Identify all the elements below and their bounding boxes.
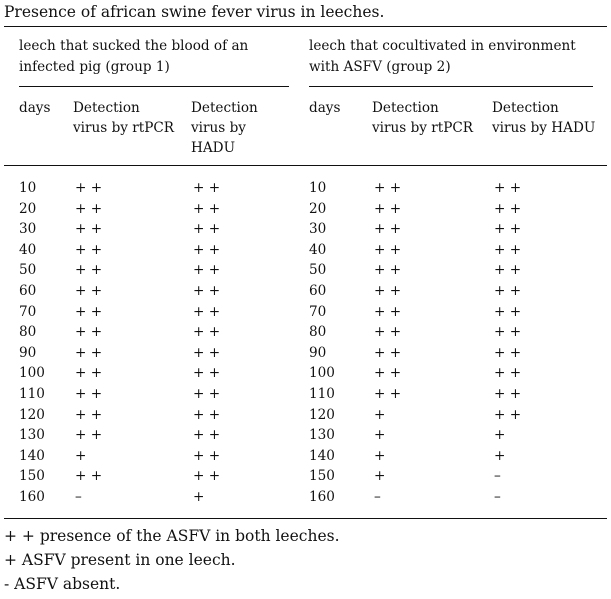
group-1-header bbox=[19, 36, 248, 78]
group-1-hadu-cell: + + bbox=[193, 200, 221, 217]
group-2-hadu-cell: + + bbox=[494, 406, 522, 423]
group-1-hadu-cell: + + bbox=[193, 241, 221, 258]
group-1-days-cell: 70 bbox=[19, 303, 37, 320]
table-title: Presence of african swine fever virus in leeches. bbox=[4, 3, 385, 21]
group-1-rtpcr-cell: + + bbox=[75, 283, 103, 299]
group-2-rtpcr-cell: + bbox=[374, 427, 386, 444]
group-1-rtpcr-cell: + + bbox=[75, 365, 103, 382]
group-1-hadu-cell: + + bbox=[193, 303, 221, 320]
group-2-rtpcr-cell: + bbox=[374, 468, 386, 485]
group-1-hadu-cell: + + bbox=[193, 344, 221, 361]
group-2-hadu-cell: + + bbox=[494, 344, 522, 361]
group-2-days-cell: 70 bbox=[309, 303, 327, 320]
group-1-rtpcr-cell: + + bbox=[75, 241, 103, 258]
group-2-hadu-cell: + + bbox=[494, 200, 522, 217]
group-2-rtpcr-cell: + + bbox=[374, 221, 402, 238]
group-2-days-cell: 110 bbox=[309, 386, 335, 402]
group-1-days-header: days bbox=[19, 100, 51, 116]
group-1-days-cell: 50 bbox=[19, 262, 37, 279]
group-2-hadu-cell: + + bbox=[494, 386, 522, 402]
footnote-2: + ASFV present in one leech. bbox=[4, 551, 236, 569]
group-2-rtpcr-cell: + + bbox=[374, 344, 402, 361]
group-2-days-cell: 100 bbox=[309, 365, 335, 382]
group-1-hadu-cell: + + bbox=[193, 324, 221, 341]
group-1-rtpcr-cell: + + bbox=[75, 406, 103, 423]
group-1-days-cell: 10 bbox=[19, 180, 37, 196]
group-1-rtpcr-cell: + + bbox=[75, 200, 103, 217]
group-1-hadu-cell: + + bbox=[193, 447, 221, 464]
group-1-hadu-cell: + + bbox=[193, 427, 221, 444]
group-1-hadu-cell: + + bbox=[193, 406, 221, 423]
group-2-rtpcr-cell: + + bbox=[374, 241, 402, 258]
group-1-days-cell: 140 bbox=[19, 447, 45, 464]
group-2-days-cell: 150 bbox=[309, 468, 335, 485]
group-2-hadu-cell: – bbox=[494, 489, 501, 505]
group-1-days-cell: 20 bbox=[19, 200, 37, 217]
group-1-days-cell: 40 bbox=[19, 241, 37, 258]
group-1-hadu-cell: + bbox=[193, 489, 205, 505]
footnote-1: + + presence of the ASFV in both leeches. bbox=[4, 527, 340, 545]
group-1-rtpcr-cell: + bbox=[75, 447, 87, 464]
group-2-days-cell: 80 bbox=[309, 324, 327, 341]
group-1-days-cell: 30 bbox=[19, 221, 37, 238]
group-1-rtpcr-cell: + + bbox=[75, 180, 103, 196]
group-1-rule bbox=[19, 86, 289, 87]
group-2-days-cell: 20 bbox=[309, 200, 327, 217]
group-1-hadu-cell: + + bbox=[193, 262, 221, 279]
group-2-days-cell: 130 bbox=[309, 427, 335, 444]
group-2-rtpcr-cell: + + bbox=[374, 386, 402, 402]
group-2-hadu-cell: + bbox=[494, 427, 506, 444]
group-2-hadu-cell: + bbox=[494, 447, 506, 464]
group-2-days-cell: 40 bbox=[309, 241, 327, 258]
group-1-days-cell: 120 bbox=[19, 406, 45, 423]
group-1-header-line2: infected pig (group 1) bbox=[19, 59, 170, 75]
group-2-hadu-cell: + + bbox=[494, 324, 522, 341]
group-2-rtpcr-cell: + + bbox=[374, 200, 402, 217]
group-2-rtpcr-cell: + + bbox=[374, 262, 402, 279]
group-2-header-line1: leech that cocultivated in environment bbox=[309, 38, 576, 54]
group-2-days-cell: 160 bbox=[309, 489, 335, 505]
group-1-hadu-cell: + + bbox=[193, 180, 221, 196]
group-1-hadu-cell: + + bbox=[193, 365, 221, 382]
group-2-header-line2: with ASFV (group 2) bbox=[309, 59, 451, 75]
group-2-days-cell: 60 bbox=[309, 283, 327, 299]
group-1-hadu-cell: + + bbox=[193, 221, 221, 238]
group-2-hadu-cell: – bbox=[494, 468, 501, 485]
group-2-hadu-cell: + + bbox=[494, 283, 522, 299]
group-1-rtpcr-cell: + + bbox=[75, 221, 103, 238]
group-1-hadu-cell: + + bbox=[193, 386, 221, 402]
group-1-days-cell: 60 bbox=[19, 283, 37, 299]
group-1-days-cell: 80 bbox=[19, 324, 37, 341]
group-2-days-header: days bbox=[309, 100, 341, 116]
group-2-days-cell: 30 bbox=[309, 221, 327, 238]
group-1-hadu-cell: + + bbox=[193, 468, 221, 485]
group-2-rtpcr-cell: + bbox=[374, 447, 386, 464]
group-1-rtpcr-cell: + + bbox=[75, 262, 103, 279]
group-1-days-cell: 160 bbox=[19, 489, 45, 505]
top-rule bbox=[4, 26, 607, 27]
group-1-days-cell: 90 bbox=[19, 344, 37, 361]
group-2-rtpcr-cell: + bbox=[374, 406, 386, 423]
group-1-rtpcr-cell: + + bbox=[75, 324, 103, 341]
group-2-rtpcr-header: Detection virus by rtPCR bbox=[372, 100, 474, 136]
group-1-days-cell: 100 bbox=[19, 365, 45, 382]
footnote-3: - ASFV absent. bbox=[4, 575, 121, 593]
group-2-hadu-header: Detection virus by HADU bbox=[492, 100, 596, 136]
group-2-days-cell: 120 bbox=[309, 406, 335, 423]
header-rule bbox=[4, 165, 607, 166]
group-1-rtpcr-cell: + + bbox=[75, 386, 103, 402]
group-1-rtpcr-header: Detection virus by rtPCR bbox=[73, 100, 175, 136]
group-2-hadu-cell: + + bbox=[494, 365, 522, 382]
group-2-hadu-cell: + + bbox=[494, 241, 522, 258]
group-1-hadu-header: Detection virus by HADU bbox=[191, 100, 258, 156]
group-1-rtpcr-cell: + + bbox=[75, 303, 103, 320]
group-2-hadu-cell: + + bbox=[494, 221, 522, 238]
group-2-rtpcr-cell: + + bbox=[374, 303, 402, 320]
group-2-rtpcr-cell: + + bbox=[374, 180, 402, 196]
group-1-header-line1: leech that sucked the blood of an bbox=[19, 38, 249, 54]
group-1-days-cell: 150 bbox=[19, 468, 45, 485]
group-2-days-cell: 10 bbox=[309, 180, 327, 196]
group-2-days-cell: 140 bbox=[309, 447, 335, 464]
group-1-rtpcr-cell: + + bbox=[75, 427, 103, 444]
group-2-days-cell: 50 bbox=[309, 262, 327, 279]
group-2-hadu-cell: + + bbox=[494, 180, 522, 196]
group-1-days-cell: 130 bbox=[19, 427, 45, 444]
group-1-days-cell: 110 bbox=[19, 386, 45, 402]
group-1-rtpcr-cell: + + bbox=[75, 344, 103, 361]
group-2-rule bbox=[309, 86, 593, 87]
group-2-rtpcr-cell: – bbox=[374, 489, 381, 505]
group-1-rtpcr-cell: – bbox=[75, 489, 82, 505]
group-2-hadu-cell: + + bbox=[494, 303, 522, 320]
group-2-hadu-cell: + + bbox=[494, 262, 522, 279]
group-2-rtpcr-cell: + + bbox=[374, 283, 402, 299]
group-2-header bbox=[309, 36, 576, 78]
group-1-hadu-cell: + + bbox=[193, 283, 221, 299]
bottom-rule bbox=[4, 518, 607, 519]
group-2-rtpcr-cell: + + bbox=[374, 324, 402, 341]
group-1-rtpcr-cell: + + bbox=[75, 468, 103, 485]
group-2-days-cell: 90 bbox=[309, 344, 327, 361]
group-2-rtpcr-cell: + + bbox=[374, 365, 402, 382]
